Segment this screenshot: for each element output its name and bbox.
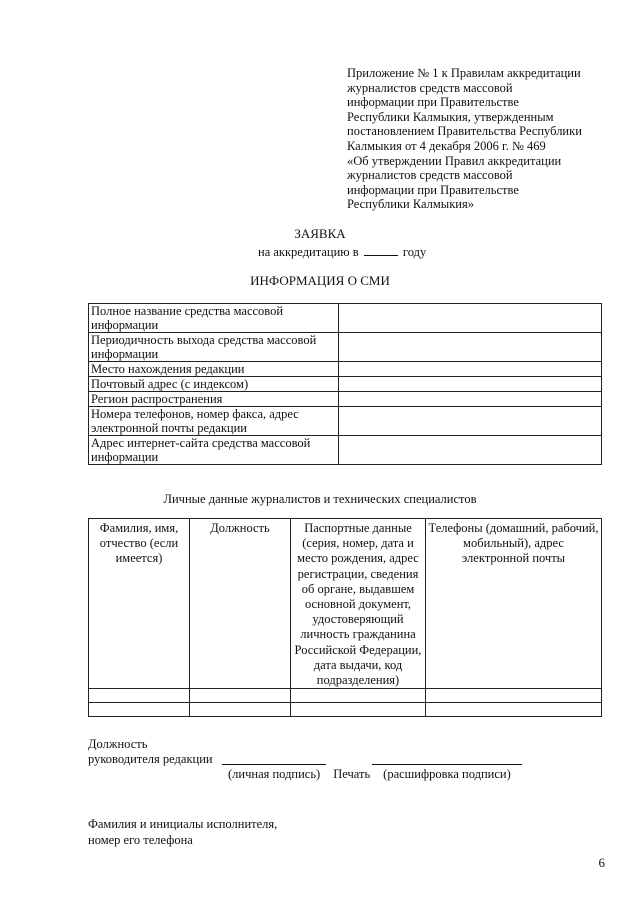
table-cell <box>190 689 291 703</box>
table-header-row <box>89 519 602 689</box>
info-label: Регион распространения <box>89 392 339 407</box>
info-label: Периодичность выхода средства массовой информации <box>89 333 339 362</box>
decoding-line <box>372 764 522 765</box>
info-value-cell <box>339 377 602 392</box>
table-cell <box>89 703 190 717</box>
info-value-cell <box>339 407 602 436</box>
stamp-caption: Печать <box>333 767 371 781</box>
table-row <box>89 304 602 333</box>
signature-label: Должность руководителя редакции <box>88 737 213 766</box>
table-row <box>89 703 602 717</box>
table-cell <box>89 689 190 703</box>
info-value-cell <box>339 362 602 377</box>
column-header-phones: Телефоны (домашний, рабочий, мобильный), адрес электронной почты <box>426 519 602 689</box>
signature-caption: (личная подпись) <box>228 767 321 781</box>
column-header-position: Должность <box>190 519 291 689</box>
info-label: Номера телефонов, номер факса, адрес электронной почты редакции <box>89 407 339 436</box>
info-value-cell <box>339 333 602 362</box>
table-row <box>89 333 602 362</box>
document-subtitle <box>258 244 558 260</box>
page-number: 6 <box>598 855 605 870</box>
decoding-caption: (расшифровка подписи) <box>383 767 511 781</box>
table-cell <box>291 689 426 703</box>
executor-info: Фамилия и инициалы исполнителя, номер его телефона <box>88 817 278 847</box>
table-row <box>89 436 602 465</box>
personal-data-table <box>88 518 602 717</box>
table-cell <box>426 703 602 717</box>
table-row <box>89 407 602 436</box>
info-label: Адрес интернет-сайта средства массовой информации <box>89 436 339 465</box>
subtitle-suffix: году <box>402 245 427 259</box>
year-blank <box>364 244 398 256</box>
info-label: Почтовый адрес (с индексом) <box>89 377 339 392</box>
info-value-cell <box>339 436 602 465</box>
appendix-note: Приложение № 1 к Правилам аккредитации журналистов средств массовой информации при Правительстве Республики Калмыкия, утвержденным постановлением Правительства Республики Калмыкия от 4 декабря 2006 г. № 469 «Об утверждении Правил аккредитации журналистов средств массовой информации при Правительстве Республики Калмыкия» <box>347 66 582 212</box>
table-row <box>89 689 602 703</box>
document-title: ЗАЯВКА <box>294 226 346 241</box>
column-header-name: Фамилия, имя, отчество (если имеется) <box>89 519 190 689</box>
subtitle-prefix: на аккредитацию в <box>258 245 359 259</box>
media-info-table <box>88 303 602 465</box>
table-row <box>89 362 602 377</box>
info-label: Место нахождения редакции <box>89 362 339 377</box>
info-section-title: ИНФОРМАЦИЯ О СМИ <box>250 273 390 288</box>
info-label: Полное название средства массовой информации <box>89 304 339 333</box>
table-cell <box>291 703 426 717</box>
info-value-cell <box>339 304 602 333</box>
table-cell <box>190 703 291 717</box>
signature-captions <box>228 767 608 782</box>
column-header-passport: Паспортные данные (серия, номер, дата и место рождения, адрес регистрации, сведения об органе, выдавшем основной документ, удостоверяющий личность гражданина Российской Федерации, дата выдачи, код подразделения) <box>291 519 426 689</box>
signature-line <box>222 764 326 765</box>
table-cell <box>426 689 602 703</box>
personal-data-title: Личные данные журналистов и технических специалистов <box>163 492 477 506</box>
table-row <box>89 392 602 407</box>
info-value-cell <box>339 392 602 407</box>
table-row <box>89 377 602 392</box>
